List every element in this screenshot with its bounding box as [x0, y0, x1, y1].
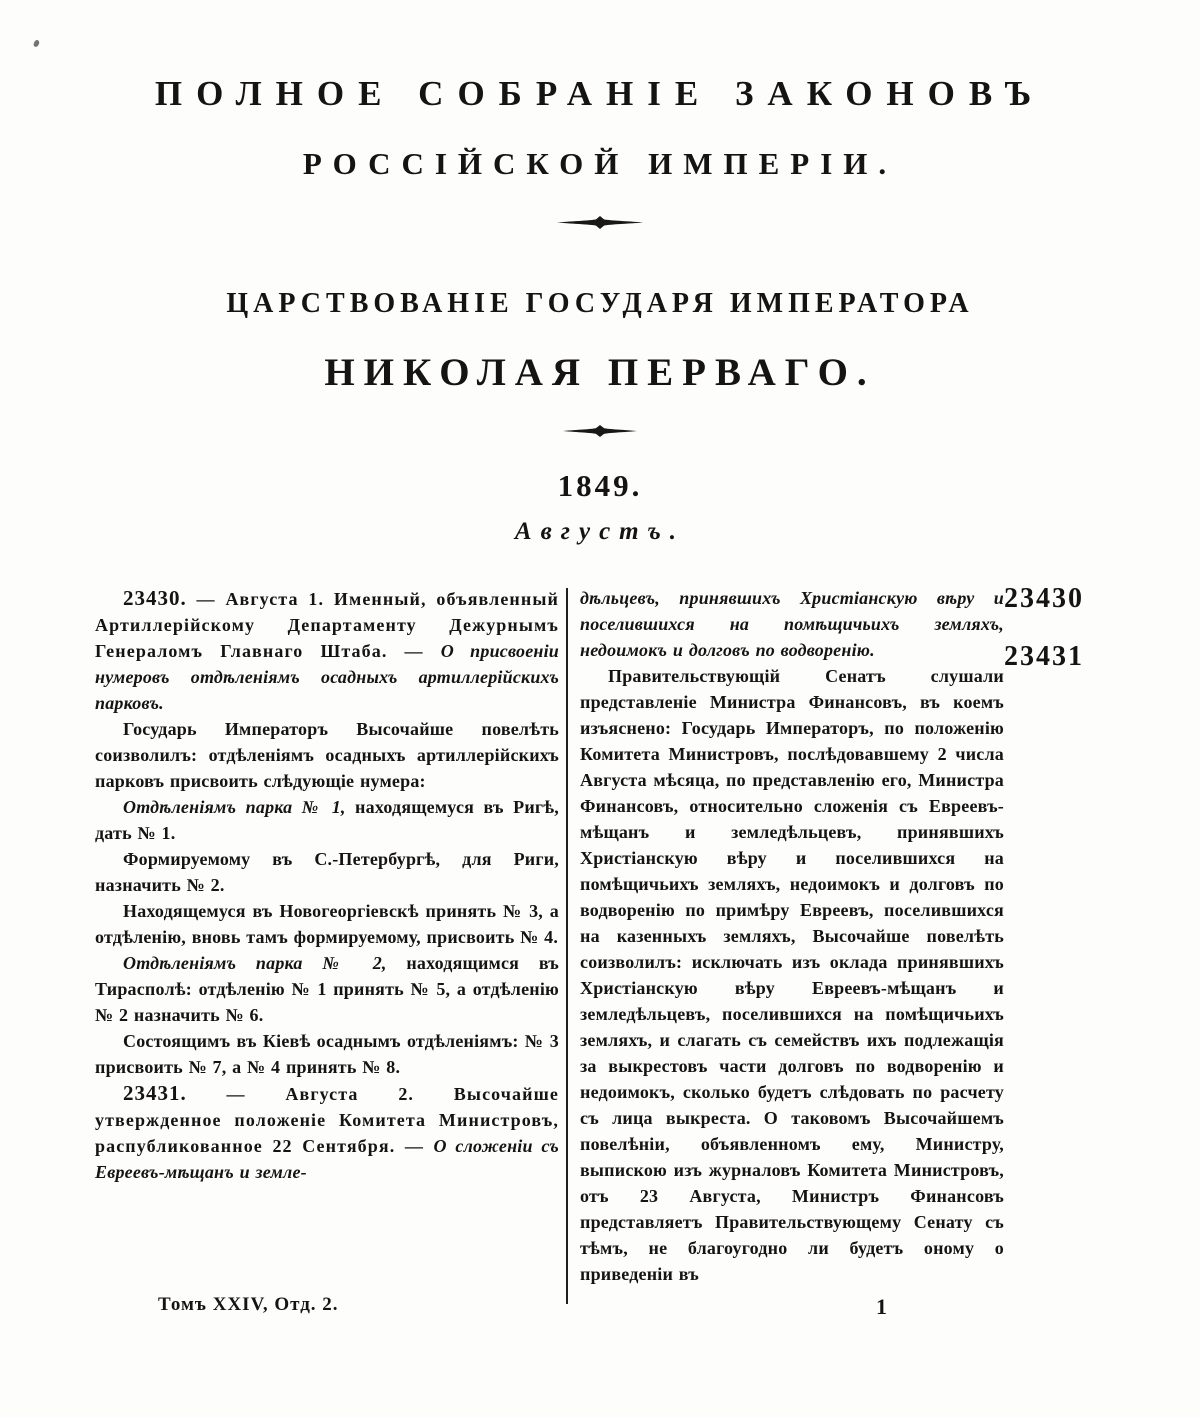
collection-title-line1: ПОЛНОЕ СОБРАНІЕ ЗАКОНОВЪ	[154, 74, 1046, 113]
reign-heading-line1: ЦАРСТВОВАНІЕ ГОСУДАРЯ ИМПЕРАТОРА	[226, 288, 974, 319]
entry-23430-intro: — Августа 1. Именный, объявленный Артиллерійскому Департаменту Дежурнымъ Генераломъ Главнаго Штаба. —	[95, 589, 559, 661]
entry-23431-title: О сложеніи съ Евреевъ-мѣщанъ и земле-	[95, 1136, 559, 1182]
reign-heading-line2: НИКОЛАЯ ПЕРВАГО.	[324, 351, 876, 394]
spindle-ornament-icon	[557, 216, 643, 229]
kiev-item: Состоящимъ въ Кіевѣ осаднымъ отдѣленіямъ: № 3 присвоить № 7, а № 4 принять № 8.	[95, 1031, 559, 1077]
park1-item1	[95, 794, 559, 846]
left-column	[95, 585, 559, 1185]
park2-item	[95, 950, 559, 1028]
month-heading: Августъ.	[514, 518, 686, 545]
park2-item-rest: находящимся въ Тирасполѣ: отдѣленію № 1 принять № 5, а отдѣленію № 2 назначить № 6.	[95, 953, 559, 1025]
column-divider-rule	[566, 588, 568, 1304]
ornament-divider-middle	[0, 424, 1200, 442]
park1-item1-rest: находящемуся въ Ригѣ, дать № 1.	[95, 797, 560, 843]
margin-entry-number-23431: 23431	[1004, 641, 1084, 672]
entry-23431-title-continuation: дѣльцевъ, принявшихъ Христіанскую вѣру и поселившихся на помѣщичьихъ земляхъ, недоимокъ и долговъ по водворенію.	[580, 588, 1004, 660]
park1-item2: Формируемому въ С.-Петербургѣ, для Риги, назначить № 2.	[95, 849, 559, 895]
entry-23430-heading	[95, 585, 559, 716]
senate-body-paragraph: Правительствующій Сенатъ слушали представленіе Министра Финансовъ, въ коемъ изъяснено: Государь Императоръ, по положенію Комитета Министровъ, послѣдовавшему 2 числа Августа мѣсяца, по представленію его, Министра Финансовъ, относительно сложенія съ Евреевъ-мѣщанъ и земледѣльцевъ, принявшихъ Христіанскую вѣру и поселившихся на помѣщичьихъ земляхъ, недоимокъ и долговъ по водворенію по примѣру Евреевъ, поселившихся на казенныхъ земляхъ, Высочайше повелѣть соизволилъ: исключать изъ оклада принявшихъ Христіанскую вѣру Евреевъ-мѣщанъ и земледѣльцевъ, поселившихся на помѣщичьихъ земляхъ, и слагать съ семействъ ихъ подлежащія за выкрестовъ части долговъ по водворенію и недоимокъ, сколько будетъ слѣдовать по расчету съ лица выкреста. О таковомъ Высочайшемъ повелѣніи, объявленномъ ему, Министру, выпискою изъ журналовъ Комитета Министровъ, отъ 23 Августа, Министръ Финансовъ представляетъ Правительствующему Сенату съ тѣмъ, не благоугодно ли будетъ оному о приведеніи въ	[580, 666, 1004, 1284]
collection-title-line2: РОССІЙСКОЙ ИМПЕРІИ.	[302, 146, 898, 181]
ornament-divider-top	[0, 216, 1200, 234]
park2-item-lead: Отдѣленіямъ парка № 2,	[123, 953, 387, 973]
margin-entry-number-23430: 23430	[1004, 583, 1084, 614]
scan-artifact	[33, 39, 40, 47]
entry-23431-intro: — Августа 2. Высочайше утвержденное положеніе Комитета Министровъ, распубликованное 22 Сентября. —	[95, 1084, 559, 1156]
park1-item1-lead: Отдѣленіямъ парка № 1,	[123, 797, 346, 817]
page-number: 1	[876, 1294, 887, 1319]
volume-label: Томъ XXIV, Отд. 2.	[158, 1294, 339, 1315]
right-column	[580, 585, 1004, 1287]
decree-paragraph: Государь Императоръ Высочайше повелѣть соизволилъ: отдѣленіямъ осадныхъ артиллерійскихъ парковъ присвоить слѣдующіе нумера:	[95, 719, 559, 791]
spindle-ornament-icon	[563, 425, 637, 437]
entry-23430-number: 23430.	[123, 586, 187, 610]
entry-23431-heading	[95, 1080, 559, 1185]
entry-23431-number: 23431.	[123, 1081, 187, 1105]
park1-item3: Находящемуся въ Новогеоргіевскѣ принять № 3, а отдѣленію, вновь тамъ формируемому, присвоить № 4.	[95, 901, 559, 947]
entry-23430-title: О присвоеніи нумеровъ отдѣленіямъ осадныхъ артиллерійскихъ парковъ.	[95, 641, 559, 713]
year-heading: 1849.	[557, 468, 643, 503]
